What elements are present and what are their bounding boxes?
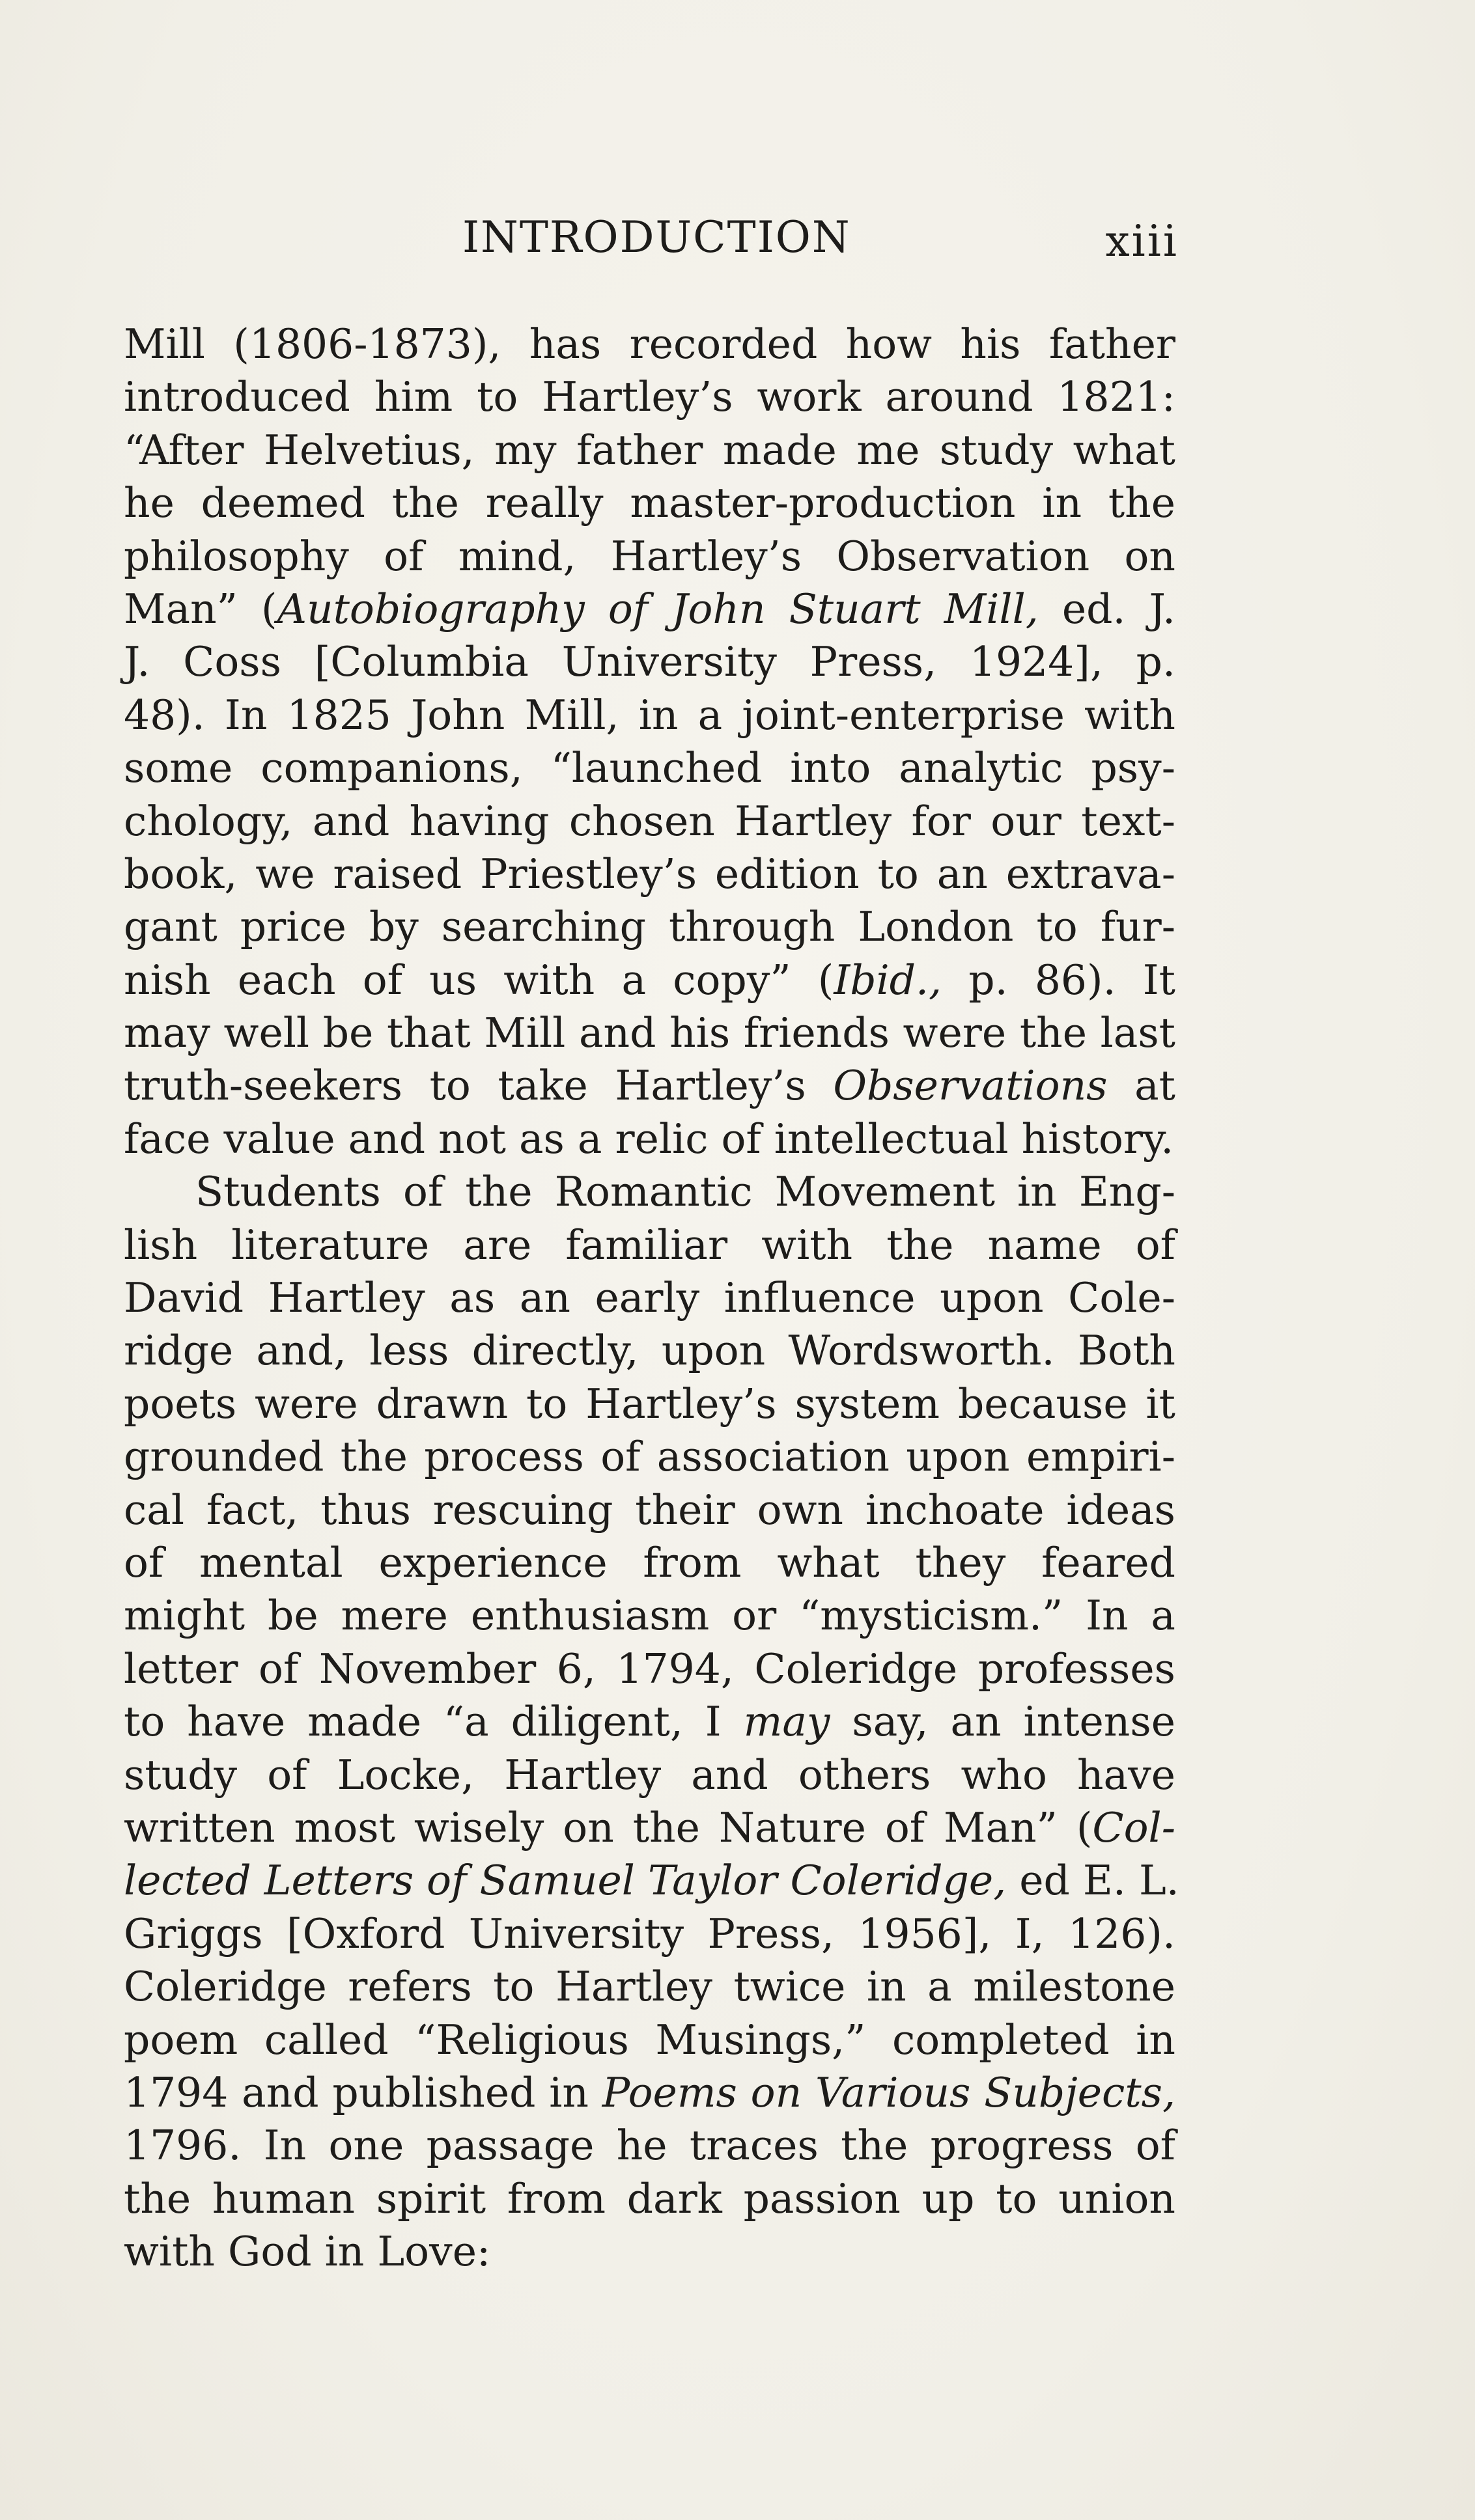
text-line: nish each of us with a copy” (Ibid., p. 86). It <box>124 956 1176 1004</box>
text-line: lected Letters of Samuel Taylor Coleridge, ed E. L. <box>124 1857 1179 1905</box>
italic-text: Col- <box>1092 1803 1175 1851</box>
text-line: with God in Love: <box>124 2228 491 2276</box>
text-line: Students of the Romantic Movement in Eng- <box>195 1168 1175 1216</box>
text-line: study of Locke, Hartley and others who have <box>124 1751 1175 1799</box>
italic-text: Ibid., <box>834 956 942 1004</box>
text-line: truth-seekers to take Hartley’s Observations at <box>124 1062 1175 1110</box>
text-line: cal fact, thus rescuing their own inchoate ideas <box>124 1486 1175 1534</box>
body-text <box>124 318 1179 2278</box>
italic-text: Observations <box>833 1062 1108 1110</box>
italic-text: Poems on Various Subjects, <box>602 2068 1175 2116</box>
italic-text: Autobiography of John Stuart Mill, <box>277 585 1039 633</box>
text-line: Coleridge refers to Hartley twice in a milestone <box>124 1963 1175 2011</box>
text-line: poem called “Religious Musings,” completed in <box>124 2015 1175 2064</box>
text-line: the human spirit from dark passion up to union <box>124 2174 1175 2222</box>
text-line: Man” (Autobiography of John Stuart Mill, ed. J. <box>124 585 1175 633</box>
text-line: Griggs [Oxford University Press, 1956], I, 126). <box>124 1909 1175 1958</box>
text-line: he deemed the really master-production in the <box>124 479 1175 527</box>
text-line: David Hartley as an early influence upon Cole- <box>124 1274 1175 1322</box>
text-line: some companions, “launched into analytic psy- <box>124 744 1175 792</box>
text-line: may well be that Mill and his friends were the last <box>124 1009 1175 1057</box>
text-line: “After Helvetius, my father made me study what <box>124 426 1175 474</box>
text-line: ridge and, less directly, upon Wordsworth. Both <box>124 1327 1175 1375</box>
text-line: gant price by searching through London to fur- <box>124 903 1175 951</box>
text-line: 48). In 1825 John Mill, in a joint-enterprise with <box>124 691 1175 739</box>
text-line: poets were drawn to Hartley’s system because it <box>124 1379 1175 1428</box>
text-line: chology, and having chosen Hartley for our text- <box>124 797 1175 845</box>
text-line: grounded the process of association upon empiri- <box>124 1433 1175 1481</box>
running-head <box>124 208 1179 267</box>
text-line: Mill (1806-1873), has recorded how his father <box>124 320 1175 368</box>
text-line: written most wisely on the Nature of Man” (Col- <box>124 1803 1175 1851</box>
text-line: philosophy of mind, Hartley’s Observation on <box>124 532 1175 580</box>
italic-text: may <box>743 1698 830 1746</box>
text-line: lish literature are familiar with the name of <box>124 1221 1175 1269</box>
text-line: face value and not as a relic of intellectual history. <box>124 1115 1174 1163</box>
text-line: J. Coss [Columbia University Press, 1924], p. <box>124 638 1175 686</box>
text-line: book, we raised Priestley’s edition to an extrava- <box>124 850 1175 898</box>
chapter-title: INTRODUCTION <box>462 212 851 262</box>
text-line: introduced him to Hartley’s work around 1821: <box>124 373 1175 421</box>
text-line: to have made “a diligent, I may say, an intense <box>124 1698 1176 1746</box>
paragraph <box>124 1165 1179 2278</box>
page-number: xiii <box>1105 216 1179 266</box>
italic-text: lected Letters of Samuel Taylor Coleridge, <box>124 1857 1007 1905</box>
paragraph <box>124 318 1175 1165</box>
text-line: 1794 and published in Poems on Various Subjects, <box>124 2068 1175 2116</box>
text-line: might be mere enthusiasm or “mysticism.” In a <box>124 1592 1175 1640</box>
text-line: of mental experience from what they feared <box>124 1538 1175 1586</box>
text-line: letter of November 6, 1794, Coleridge professes <box>124 1644 1175 1693</box>
text-line: 1796. In one passage he traces the progress of <box>124 2122 1175 2170</box>
